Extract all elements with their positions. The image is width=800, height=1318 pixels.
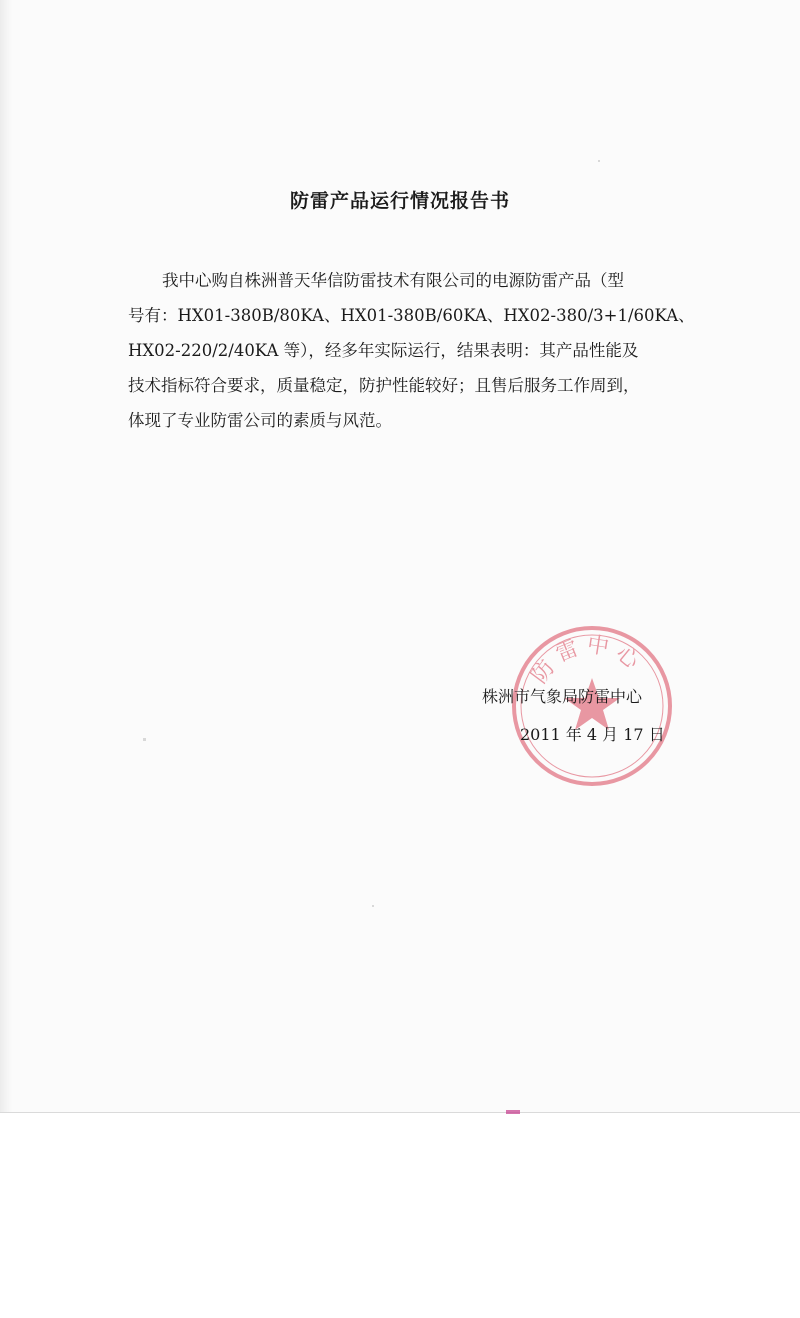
svg-text:防雷中心	[527, 632, 648, 688]
signature-date: 2011 年 4 月 17 日	[520, 725, 665, 744]
body-line: 我中心购自株洲普天华信防雷技术有限公司的电源防雷产品（型	[162, 271, 624, 290]
scan-speck	[598, 160, 600, 162]
signature-organization: 株洲市气象局防雷中心	[482, 687, 643, 706]
scan-speck	[372, 905, 374, 907]
body-line: 技术指标符合要求，质量稳定，防护性能较好；且售后服务工作周到，	[128, 376, 640, 395]
scan-speck	[143, 738, 146, 741]
body-line: 号有：HX01-380B/80KA、HX01-380B/60KA、HX02-380/3+1/60KA、	[128, 306, 695, 325]
scan-mark	[506, 1110, 520, 1114]
document-title: 防雷产品运行情况报告书	[289, 190, 510, 212]
document-body	[128, 263, 695, 438]
seal-text: 防雷中心	[527, 632, 649, 689]
signature-block	[482, 684, 702, 748]
body-line: 体现了专业防雷公司的素质与风范。	[128, 411, 392, 430]
body-line: HX02-220/2/40KA 等），经多年实际运行，结果表明：其产品性能及	[128, 341, 639, 360]
